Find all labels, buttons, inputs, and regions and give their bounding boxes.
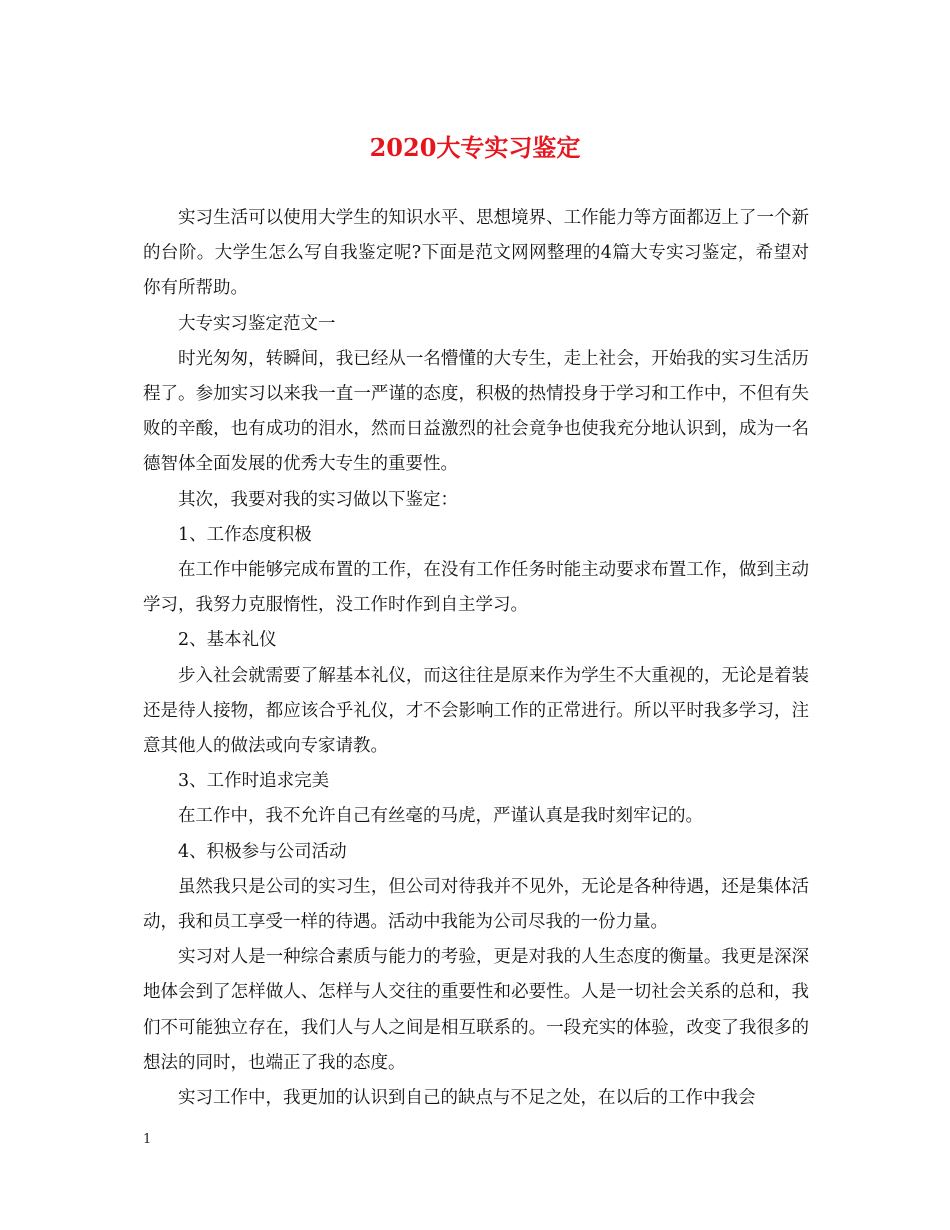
- document-body: [143, 201, 809, 1116]
- paragraph-intro: 实习生活可以使用大学生的知识水平、思想境界、工作能力等方面都迈上了一个新的台阶。大学生怎么写自我鉴定呢?下面是范文网网整理的4篇大专实习鉴定，希望对你有所帮助。: [143, 208, 809, 299]
- list-heading-1: 1、工作态度积极: [178, 524, 312, 545]
- paragraph: 实习对人是一种综合素质与能力的考验，更是对我的人生态度的衡量。我更是深深地体会到了怎样做人、怎样与人交往的重要性和必要性。人是一切社会关系的总和，我们不可能独立存在，我们人与人之间是相互联系的。一段充实的体验，改变了我很多的想法的同时，也端正了我的态度。: [143, 947, 809, 1073]
- paragraph: 在工作中，我不允许自己有丝毫的马虎，严谨认真是我时刻牢记的。: [178, 806, 703, 827]
- page-title: 2020大专实习鉴定: [369, 133, 581, 162]
- paragraph: 步入社会就需要了解基本礼仪，而这往往是原来作为学生不大重视的，无论是着装还是待人接物，都应该合乎礼仪，才不会影响工作的正常进行。所以平时我多学习，注意其他人的做法或向专家请教。: [143, 665, 809, 757]
- paragraph: 实习工作中，我更加的认识到自己的缺点与不足之处，在以后的工作中我会: [178, 1088, 756, 1109]
- paragraph: 在工作中能够完成布置的工作，在没有工作任务时能主动要求布置工作，做到主动学习，我努力克服惰性，没工作时作到自主学习。: [143, 560, 809, 616]
- page-number: 1: [143, 1132, 152, 1147]
- list-heading-4: 4、积极参与公司活动: [178, 841, 347, 862]
- list-heading-2: 2、基本礼仪: [178, 630, 277, 651]
- list-heading-3: 3、工作时追求完美: [178, 771, 330, 792]
- paragraph: 其次，我要对我的实习做以下鉴定：: [178, 489, 458, 510]
- paragraph: 虽然我只是公司的实习生，但公司对待我并不见外，无论是各种待遇，还是集体活动，我和员工享受一样的待遇。活动中我能为公司尽我的一份力量。: [143, 876, 809, 933]
- section-heading-sample-one: 大专实习鉴定范文一: [178, 313, 336, 334]
- paragraph: 时光匆匆，转瞬间，我已经从一名懵懂的大专生，走上社会，开始我的实习生活历程了。参加实习以来我一直一严谨的态度，积极的热情投身于学习和工作中，不但有失败的辛酸，也有成功的泪水，然而日益激烈的社会竟争也使我充分地认识到，成为一名德智体全面发展的优秀大专生的重要性。: [143, 348, 809, 475]
